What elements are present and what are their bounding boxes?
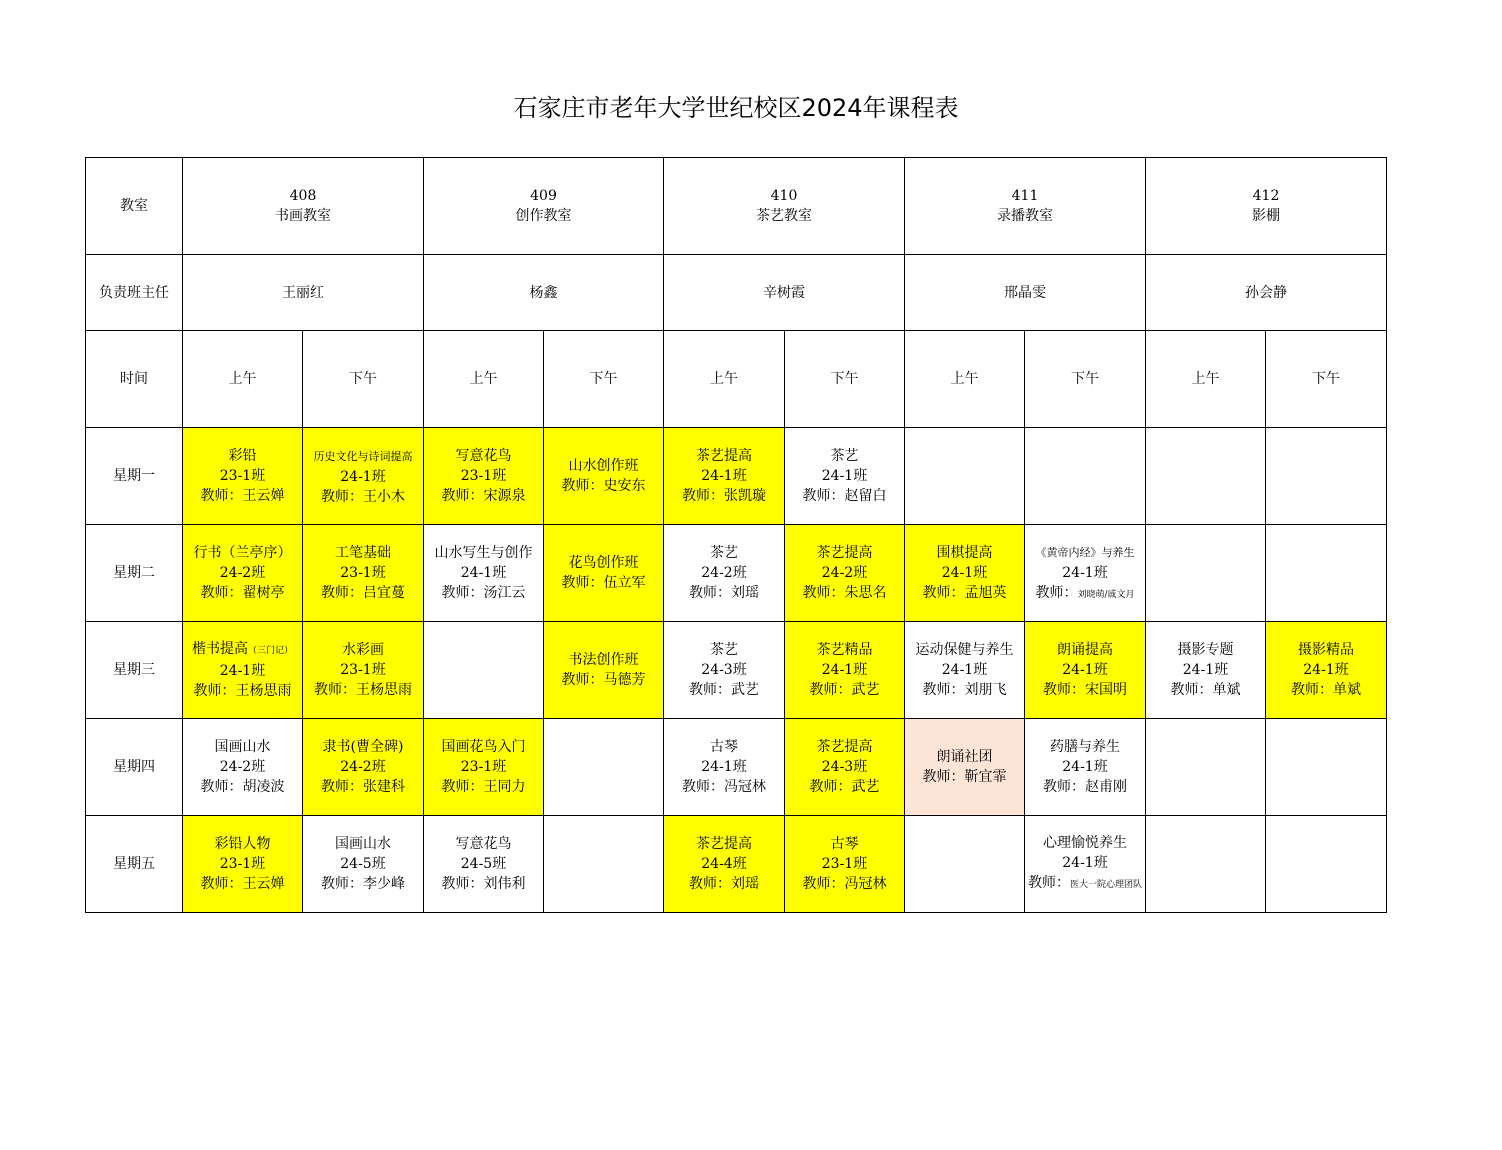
course-cell [303,525,424,622]
course-title: 茶艺提高 [696,448,752,464]
course-name [183,446,302,466]
course-cell [905,719,1025,816]
course-name [303,737,423,757]
course-name [664,737,784,757]
course-cell [1146,428,1266,525]
course-title: 国画山水 [214,739,271,755]
course-cell [424,525,544,622]
teacher-name: 教师：王同力 [441,779,526,795]
course-cell [1025,719,1146,816]
room-header [183,158,424,255]
class-code: 24-2班 [340,759,386,775]
course-name [303,640,423,660]
teacher-name: 教师：王杨思雨 [193,683,292,699]
course-title: 围棋提高 [936,545,993,561]
course-cell [664,428,785,525]
course-cell [424,816,544,913]
day-row [86,719,1387,816]
course-cell [183,816,303,913]
morning-header: 上午 [905,331,1025,428]
course-title: 彩铅 [228,448,257,464]
class-code: 23-1班 [460,468,507,484]
course-title: 茶艺 [710,642,738,658]
teacher-name: 教师：王云婵 [200,488,285,504]
room-name: 录播教室 [997,208,1053,224]
head-teacher-name: 王丽红 [183,255,424,331]
day-label: 星期三 [86,622,183,719]
teacher-name: 教师：汤江云 [441,585,526,601]
course-name [905,747,1024,767]
course-cell [544,816,664,913]
page-title: 石家庄市老年大学世纪校区2024年课程表 [513,94,959,122]
room-name: 茶艺教室 [756,208,812,224]
course-name [303,543,423,563]
class-code: 24-1班 [1303,662,1349,678]
teacher-name: 教师：王云婵 [200,876,285,892]
course-cell [905,525,1025,622]
room-header [424,158,664,255]
course-title: 朗诵社团 [936,749,993,765]
course-name [905,640,1024,660]
course-name [1025,640,1145,660]
room-name: 影棚 [1252,208,1280,224]
class-code: 24-3班 [701,662,747,678]
course-cell [1025,428,1146,525]
teacher-name: 教师：刘伟利 [441,876,526,892]
teacher-names: 医大一院心理团队 [1069,880,1142,890]
class-code: 24-1班 [340,468,386,485]
room-header [664,158,905,255]
course-cell [303,719,424,816]
course-cell [183,525,303,622]
teacher-name: 教师：翟树亭 [200,585,285,601]
class-code: 23-1班 [460,759,507,775]
day-label: 星期五 [86,816,183,913]
course-cell [544,525,664,622]
course-cell [905,622,1025,719]
teacher-name: 教师：靳宜霏 [922,769,1007,785]
course-cell [183,622,303,719]
class-code: 24-5班 [340,856,386,872]
teacher-name: 教师：朱思名 [802,585,887,601]
head-teacher-row [86,255,1387,331]
course-name [1025,542,1145,563]
course-name [424,834,543,854]
course-cell [424,719,544,816]
day-label: 星期四 [86,719,183,816]
course-cell [664,622,785,719]
course-cell [544,719,664,816]
class-code: 24-2班 [701,565,747,581]
head-teacher-name: 邢晶雯 [905,255,1146,331]
course-title: 古琴 [830,836,859,852]
class-code: 24-1班 [1062,662,1108,678]
course-cell [905,428,1025,525]
course-title: 摄影专题 [1177,642,1234,658]
course-cell [303,428,424,525]
course-title: 历史文化与诗词提高 [313,449,413,463]
class-code: 24-4班 [701,856,747,872]
teacher-name: 教师：刘朋飞 [922,682,1007,698]
course-name [303,446,423,467]
teacher-name: 教师：武艺 [809,779,880,795]
teacher-prefix: 教师： [1035,584,1078,601]
class-code: 23-1班 [219,856,266,872]
course-title: 隶书(曹全碑) [322,739,404,755]
day-row [86,622,1387,719]
class-code: 24-1班 [821,662,868,678]
course-name [1025,833,1145,853]
course-cell [424,428,544,525]
course-title: 行书（兰亭序） [193,545,292,561]
course-name [544,456,663,476]
course-cell [303,622,424,719]
morning-header: 上午 [664,331,785,428]
class-code: 23-1班 [219,468,266,484]
course-name [183,639,302,661]
course-title: 摄影精品 [1298,642,1354,658]
course-title: 山水写生与创作 [434,545,533,561]
course-cell [664,816,785,913]
course-cell [785,525,905,622]
class-code: 23-1班 [821,856,868,872]
course-name [664,543,784,563]
day-row [86,428,1387,525]
course-title: 心理愉悦养生 [1043,835,1127,851]
course-title: 茶艺 [710,545,738,561]
course-title: 花鸟创作班 [568,555,639,571]
afternoon-header: 下午 [544,331,664,428]
class-code: 24-3班 [821,759,868,775]
course-cell [1025,525,1146,622]
teacher-name: 教师：冯冠林 [682,779,766,795]
class-code: 24-1班 [701,759,747,775]
room-header [1146,158,1387,255]
course-cell [1146,719,1266,816]
course-title: 茶艺提高 [696,836,752,852]
course-title: 国画山水 [335,836,391,852]
room-number: 412 [1252,188,1280,204]
course-name [544,553,663,573]
class-code: 24-1班 [1062,855,1108,871]
class-code: 23-1班 [340,662,386,678]
course-cell [1146,622,1266,719]
time-row [86,331,1387,428]
room-number: 408 [289,188,317,204]
teacher-name: 教师：孟旭英 [922,585,1007,601]
morning-header: 上午 [1146,331,1266,428]
course-title: 茶艺精品 [816,642,873,658]
course-title: 山水创作班 [568,458,639,474]
course-name [905,543,1024,563]
course-title: 茶艺 [830,448,859,464]
class-code: 24-1班 [219,663,266,679]
teacher-prefix: 教师： [1027,875,1070,891]
course-cell [1025,622,1146,719]
course-cell [1266,525,1387,622]
head-teacher-name: 辛树霞 [664,255,905,331]
course-cell [785,622,905,719]
class-code: 23-1班 [340,565,386,581]
course-title: 工笔基础 [335,545,391,561]
course-title: 国画花鸟入门 [441,739,526,755]
course-cell [1266,622,1387,719]
room-label: 教室 [86,158,183,255]
course-title: 药膳与养生 [1050,739,1120,755]
course-name [785,543,904,563]
course-title: 书法创作班 [568,652,639,668]
course-cell [664,525,785,622]
class-code: 24-2班 [821,565,868,581]
course-title: 楷书提高 [191,641,248,657]
teacher-names: 刘晓萌/戚文月 [1077,589,1135,600]
class-code: 24-1班 [941,662,988,678]
course-cell [544,622,664,719]
course-cell [1146,525,1266,622]
course-name [664,446,784,466]
teacher-name: 教师：武艺 [809,682,880,698]
afternoon-header: 下午 [1025,331,1146,428]
course-name [785,640,904,660]
course-name [664,834,784,854]
room-number: 411 [1011,188,1039,204]
day-row [86,525,1387,622]
course-name [544,650,663,670]
course-cell [1266,719,1387,816]
course-name [664,640,784,660]
head-teacher-name: 杨鑫 [424,255,664,331]
class-code: 24-1班 [460,565,507,581]
course-cell [183,428,303,525]
afternoon-header: 下午 [303,331,424,428]
afternoon-header: 下午 [785,331,905,428]
course-name [785,737,904,757]
course-title: 《黄帝内经》与养生 [1035,545,1135,559]
room-number: 409 [530,188,557,204]
class-code: 24-1班 [701,468,747,484]
course-cell [1025,816,1146,913]
class-code: 24-2班 [219,565,266,581]
class-code: 24-5班 [460,856,507,872]
time-label: 时间 [86,331,183,428]
schedule-table [85,157,1387,913]
course-title: 彩铅人物 [214,836,271,852]
class-code: 24-1班 [1062,564,1108,581]
course-name [303,834,423,854]
class-code: 24-2班 [219,759,266,775]
course-name [785,834,904,854]
course-title: 写意花鸟 [455,836,512,852]
teacher-name: 教师：刘瑶 [689,876,759,892]
course-name [424,737,543,757]
teacher-name: 教师：宋源泉 [441,488,526,504]
teacher-name [1025,873,1145,895]
teacher-name: 教师：单斌 [1291,682,1361,698]
course-cell [785,816,905,913]
course-cell [183,719,303,816]
teacher-name: 教师：伍立军 [561,575,646,591]
teacher-name: 教师：李少峰 [321,876,405,892]
course-cell [424,622,544,719]
room-row [86,158,1387,255]
course-name [1266,640,1386,660]
room-name: 创作教室 [515,208,572,224]
course-title: 茶艺提高 [816,545,873,561]
teacher-name: 教师：王杨思雨 [314,682,412,698]
afternoon-header: 下午 [1266,331,1387,428]
class-code: 24-1班 [1182,662,1229,678]
teacher-name: 教师：胡凌波 [200,779,285,795]
course-name [424,446,543,466]
teacher-name: 教师：史安东 [561,478,646,494]
course-name [424,543,543,563]
teacher-name: 教师：单斌 [1170,682,1241,698]
teacher-name: 教师：张建科 [321,779,405,795]
course-name [1025,737,1145,757]
teacher-name: 教师：宋国明 [1043,682,1127,698]
morning-header: 上午 [424,331,544,428]
teacher-name: 教师：冯冠林 [802,876,887,892]
course-cell [1146,816,1266,913]
course-note: （三门记） [247,646,293,656]
course-title: 朗诵提高 [1057,642,1113,658]
course-name [183,543,302,563]
course-title: 写意花鸟 [455,448,512,464]
teacher-name: 教师：吕宜蔓 [321,585,405,601]
course-cell [664,719,785,816]
room-name: 书画教室 [275,208,331,224]
course-cell [785,719,905,816]
course-title: 运动保健与养生 [915,642,1014,658]
course-title: 古琴 [710,739,738,755]
course-cell [905,816,1025,913]
teacher-name: 教师：张凯璇 [682,488,766,504]
course-cell [303,816,424,913]
room-header [905,158,1146,255]
class-code: 24-1班 [821,468,868,484]
morning-header: 上午 [183,331,303,428]
course-title: 水彩画 [342,642,384,658]
teacher-name: 教师：刘瑶 [689,585,759,601]
course-name [785,446,904,466]
course-name [1146,640,1265,660]
teacher-name: 教师：赵留白 [802,488,887,504]
teacher-name: 教师：武艺 [689,682,759,698]
teacher-name: 教师：王小木 [321,488,405,505]
teacher-name: 教师：马德芳 [561,672,646,688]
day-rows [86,428,1387,913]
course-cell [785,428,905,525]
room-number: 410 [770,188,798,204]
teacher-name: 教师：赵甫刚 [1043,779,1127,795]
course-name [183,737,302,757]
head-teacher-name: 孙会静 [1146,255,1387,331]
class-code: 24-1班 [1062,759,1108,775]
course-cell [544,428,664,525]
course-cell [1266,816,1387,913]
head-teacher-label: 负责班主任 [86,255,183,331]
day-label: 星期二 [86,525,183,622]
class-code: 24-1班 [941,565,988,581]
course-title: 茶艺提高 [816,739,873,755]
day-row [86,816,1387,913]
course-name [183,834,302,854]
teacher-name [1025,583,1145,605]
day-label: 星期一 [86,428,183,525]
course-cell [1266,428,1387,525]
